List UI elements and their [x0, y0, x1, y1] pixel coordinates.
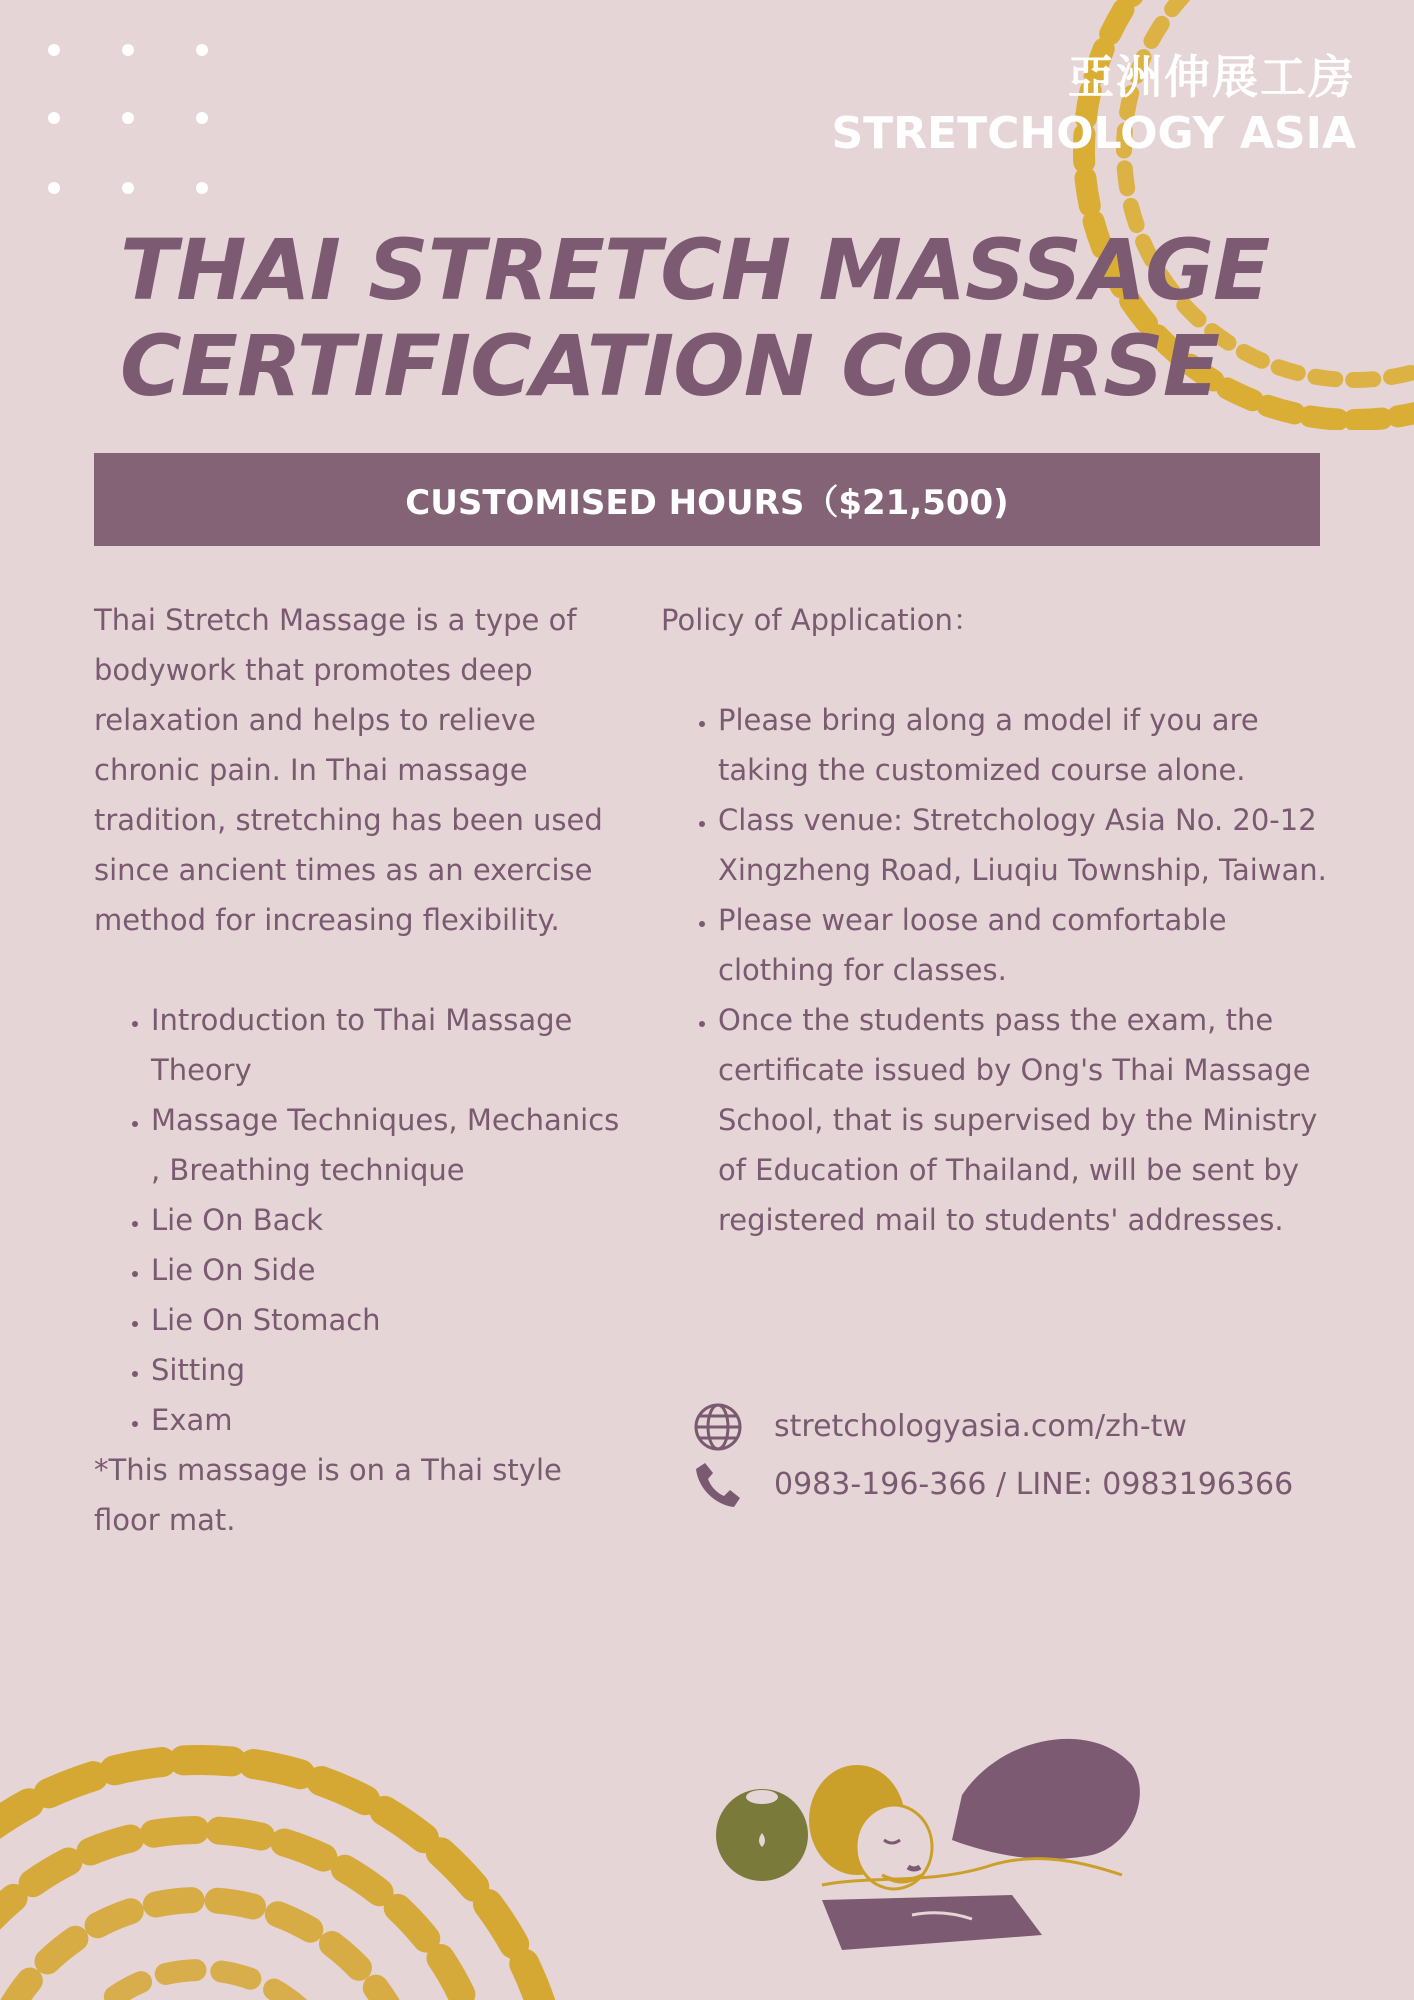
- list-item: • Exam: [151, 1395, 634, 1445]
- intro-paragraph: Thai Stretch Massage is a type of bodywork that promotes deep relaxation and helps to relieve chronic pain. In Thai massage tradition, stretching has been used since ancient times as an exercise method for increasing flexibility.: [94, 603, 603, 937]
- list-item: • Introduction to Thai Massage Theory: [151, 995, 634, 1095]
- contact-info: [692, 1398, 1293, 1514]
- decorative-dots: [40, 36, 230, 206]
- list-item: • Class venue: Stretchology Asia No. 20-12 Xingzheng Road, Liuqiu Township, Taiwan.: [718, 795, 1351, 895]
- page-title: [120, 222, 1340, 414]
- policy-list: [661, 695, 1351, 1245]
- list-item: • Lie On Side: [151, 1245, 634, 1295]
- website-row[interactable]: [692, 1398, 1293, 1456]
- title-line-1: THAI STRETCH MASSAGE: [120, 221, 1270, 319]
- list-item: • Lie On Back: [151, 1195, 634, 1245]
- list-item: • Once the students pass the exam, the certificate issued by Ong's Thai Massage School, that is supervised by the Ministry of Education of Thailand, will be sent by registered mail to students' addresses.: [718, 995, 1351, 1245]
- brand-logo-text: [831, 48, 1356, 162]
- price-banner: [94, 453, 1320, 546]
- price-banner-label: CUSTOMISED HOURS（$21,500): [405, 483, 1009, 523]
- massage-illustration: [712, 1725, 1152, 1957]
- policy-heading: Policy of Application：: [661, 603, 982, 637]
- list-item: • Please wear loose and comfortable clothing for classes.: [718, 895, 1351, 995]
- website-link[interactable]: stretchologyasia.com/zh-tw: [774, 1409, 1187, 1444]
- course-description: [94, 595, 634, 1545]
- phone-icon: [692, 1459, 744, 1511]
- gold-brush-ring-bottom: [0, 1720, 640, 2000]
- list-item: • Lie On Stomach: [151, 1295, 634, 1345]
- phone-number[interactable]: 0983-196-366 / LINE: 0983196366: [774, 1467, 1294, 1502]
- brand-name-english: STRETCHOLOGY ASIA: [831, 108, 1356, 159]
- title-line-2: CERTIFICATION COURSE: [120, 317, 1220, 415]
- course-topics-list: [94, 995, 634, 1445]
- application-policy: [661, 595, 1351, 1245]
- list-item: • Massage Techniques, Mechanics , Breathing technique: [151, 1095, 634, 1195]
- mat-note: *This massage is on a Thai style floor mat.: [94, 1453, 562, 1537]
- list-item: • Please bring along a model if you are taking the customized course alone.: [718, 695, 1351, 795]
- phone-row[interactable]: [692, 1456, 1293, 1514]
- list-item: • Sitting: [151, 1345, 634, 1395]
- globe-icon: [692, 1401, 744, 1453]
- brand-name-chinese: 亞洲伸展工房: [1068, 50, 1356, 104]
